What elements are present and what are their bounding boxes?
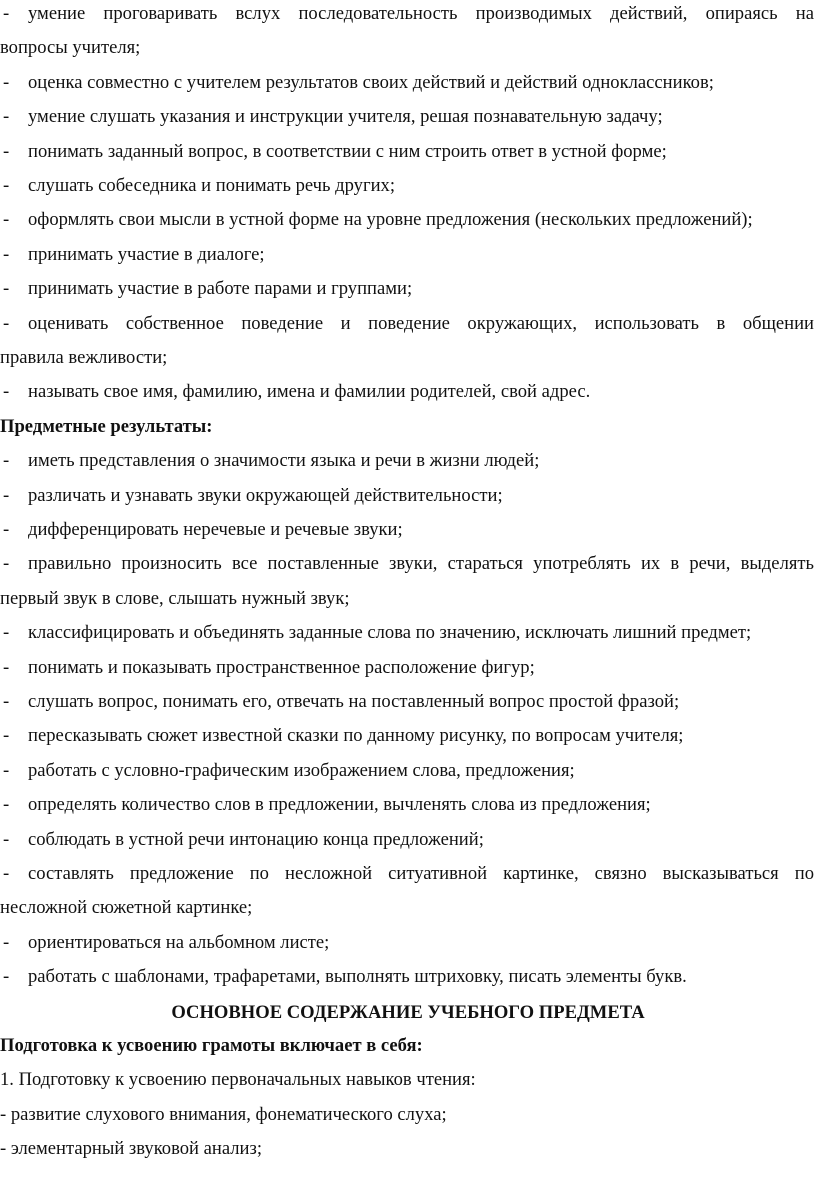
- communication-result-item: [0, 312, 816, 336]
- list-item-text: различать и узнавать звуки окружающей действительности;: [28, 484, 503, 506]
- list-item-text-continuation: первый звук в слове, слышать нужный звук;: [0, 587, 350, 609]
- bullet-dash: -: [3, 931, 10, 953]
- communication-result-item-continuation: [0, 346, 816, 370]
- list-item-text: оценивать собственное поведение и поведение окружающих, использовать в общении: [28, 312, 814, 334]
- list-item-text: принимать участие в работе парами и группами;: [28, 278, 413, 300]
- list-item-text: ориентироваться на альбомном листе;: [28, 931, 330, 953]
- subject-result-item: [0, 621, 816, 645]
- subject-result-item: [0, 552, 816, 576]
- list-item-text: принимать участие в диалоге;: [28, 243, 265, 265]
- bullet-dash: -: [3, 759, 10, 781]
- bullet-dash: -: [3, 656, 10, 678]
- list-item-text: соблюдать в устной речи интонацию конца предложений;: [28, 828, 484, 850]
- bullet-dash: -: [3, 691, 10, 712]
- communication-result-item-continuation: [0, 36, 816, 60]
- sub-item: - развитие слухового внимания, фонематического слуха;: [0, 1103, 447, 1125]
- list-item-text: называть свое имя, фамилию, имена и фамилии родителей, свой адрес.: [28, 381, 591, 403]
- list-item-text: оценка совместно с учителем результатов своих действий и действий одноклассников;: [28, 71, 714, 93]
- bullet-dash: -: [3, 484, 10, 506]
- list-item-text-continuation: вопросы учителя;: [0, 37, 141, 59]
- subject-results-heading: Предметные результаты:: [0, 415, 213, 437]
- list-item-text: слушать собеседника и понимать речь других;: [28, 175, 395, 196]
- bullet-dash: -: [3, 381, 10, 403]
- bullet-dash: -: [3, 794, 10, 816]
- bullet-dash: -: [3, 828, 10, 850]
- list-item-text: работать с условно-графическим изображением слова, предложения;: [28, 759, 575, 781]
- subject-result-item: [0, 449, 816, 473]
- subject-result-item: [0, 518, 816, 542]
- communication-result-item: [0, 71, 816, 95]
- list-item-text: определять количество слов в предложении, вычленять слова из предложения;: [28, 794, 651, 816]
- bullet-dash: -: [3, 622, 10, 644]
- list-item-text-continuation: правила вежливости;: [0, 347, 168, 368]
- subject-result-item: [0, 931, 816, 955]
- bullet-dash: -: [3, 450, 10, 472]
- subject-result-item: [0, 862, 816, 886]
- bullet-dash: -: [3, 312, 10, 334]
- list-item-text: работать с шаблонами, трафаретами, выполнять штриховку, писать элементы букв.: [28, 966, 687, 988]
- list-item-text: дифференцировать неречевые и речевые звуки;: [28, 519, 403, 540]
- list-item-text: слушать вопрос, понимать его, отвечать на поставленный вопрос простой фразой;: [28, 691, 680, 712]
- subject-result-item: [0, 759, 816, 783]
- subject-result-item: [0, 484, 816, 508]
- list-item-text: оформлять свои мысли в устной форме на уровне предложения (нескольких предложений);: [28, 209, 753, 231]
- communication-result-item: [0, 105, 816, 129]
- bullet-dash: -: [3, 175, 10, 196]
- bullet-dash: -: [3, 278, 10, 300]
- subject-result-item: [0, 690, 816, 714]
- list-item-text: составлять предложение по несложной ситуативной картинке, связно высказываться по: [28, 863, 814, 884]
- section-title: ОСНОВНОЕ СОДЕРЖАНИЕ УЧЕБНОГО ПРЕДМЕТА: [171, 1001, 645, 1023]
- bullet-dash: -: [3, 106, 10, 128]
- communication-result-item: [0, 2, 816, 26]
- subject-result-item: [0, 793, 816, 817]
- communication-result-item: [0, 174, 816, 198]
- bullet-dash: -: [3, 140, 10, 162]
- communication-result-item: [0, 140, 816, 164]
- communication-result-item: [0, 277, 816, 301]
- list-item-text: пересказывать сюжет известной сказки по данному рисунку, по вопросам учителя;: [28, 725, 684, 747]
- bullet-dash: -: [3, 243, 10, 265]
- communication-result-item: [0, 380, 816, 404]
- list-item-text-continuation: несложной сюжетной картинке;: [0, 897, 253, 919]
- point-1: 1. Подготовку к усвоению первоначальных навыков чтения:: [0, 1069, 476, 1091]
- bullet-dash: -: [3, 725, 10, 747]
- list-item-text: умение проговаривать вслух последовательность производимых действий, опираясь на: [28, 3, 814, 24]
- subject-result-item: [0, 828, 816, 852]
- bullet-dash: -: [3, 966, 10, 988]
- bullet-dash: -: [3, 553, 10, 575]
- subject-result-item: [0, 656, 816, 680]
- bullet-dash: -: [3, 863, 10, 884]
- sub-item: - элементарный звуковой анализ;: [0, 1138, 263, 1160]
- list-item-text: умение слушать указания и инструкции учителя, решая познавательную задачу;: [28, 106, 663, 128]
- literacy-heading: Подготовка к усвоению грамоты включает в себя:: [0, 1035, 423, 1056]
- bullet-dash: -: [3, 3, 10, 24]
- subject-result-item: [0, 724, 816, 748]
- bullet-dash: -: [3, 209, 10, 231]
- subject-result-item-continuation: [0, 587, 816, 611]
- communication-result-item: [0, 208, 816, 232]
- list-item-text: иметь представления о значимости языка и речи в жизни людей;: [28, 450, 540, 472]
- list-item-text: классифицировать и объединять заданные слова по значению, исключать лишний предмет;: [28, 622, 752, 644]
- bullet-dash: -: [3, 71, 10, 93]
- subject-result-item-continuation: [0, 896, 816, 920]
- subject-result-item: [0, 965, 816, 989]
- list-item-text: правильно произносить все поставленные звуки, стараться употреблять их в речи, выделять: [28, 553, 814, 575]
- communication-result-item: [0, 243, 816, 267]
- list-item-text: понимать заданный вопрос, в соответствии с ним строить ответ в устной форме;: [28, 140, 667, 162]
- list-item-text: понимать и показывать пространственное расположение фигур;: [28, 656, 535, 678]
- bullet-dash: -: [3, 519, 10, 540]
